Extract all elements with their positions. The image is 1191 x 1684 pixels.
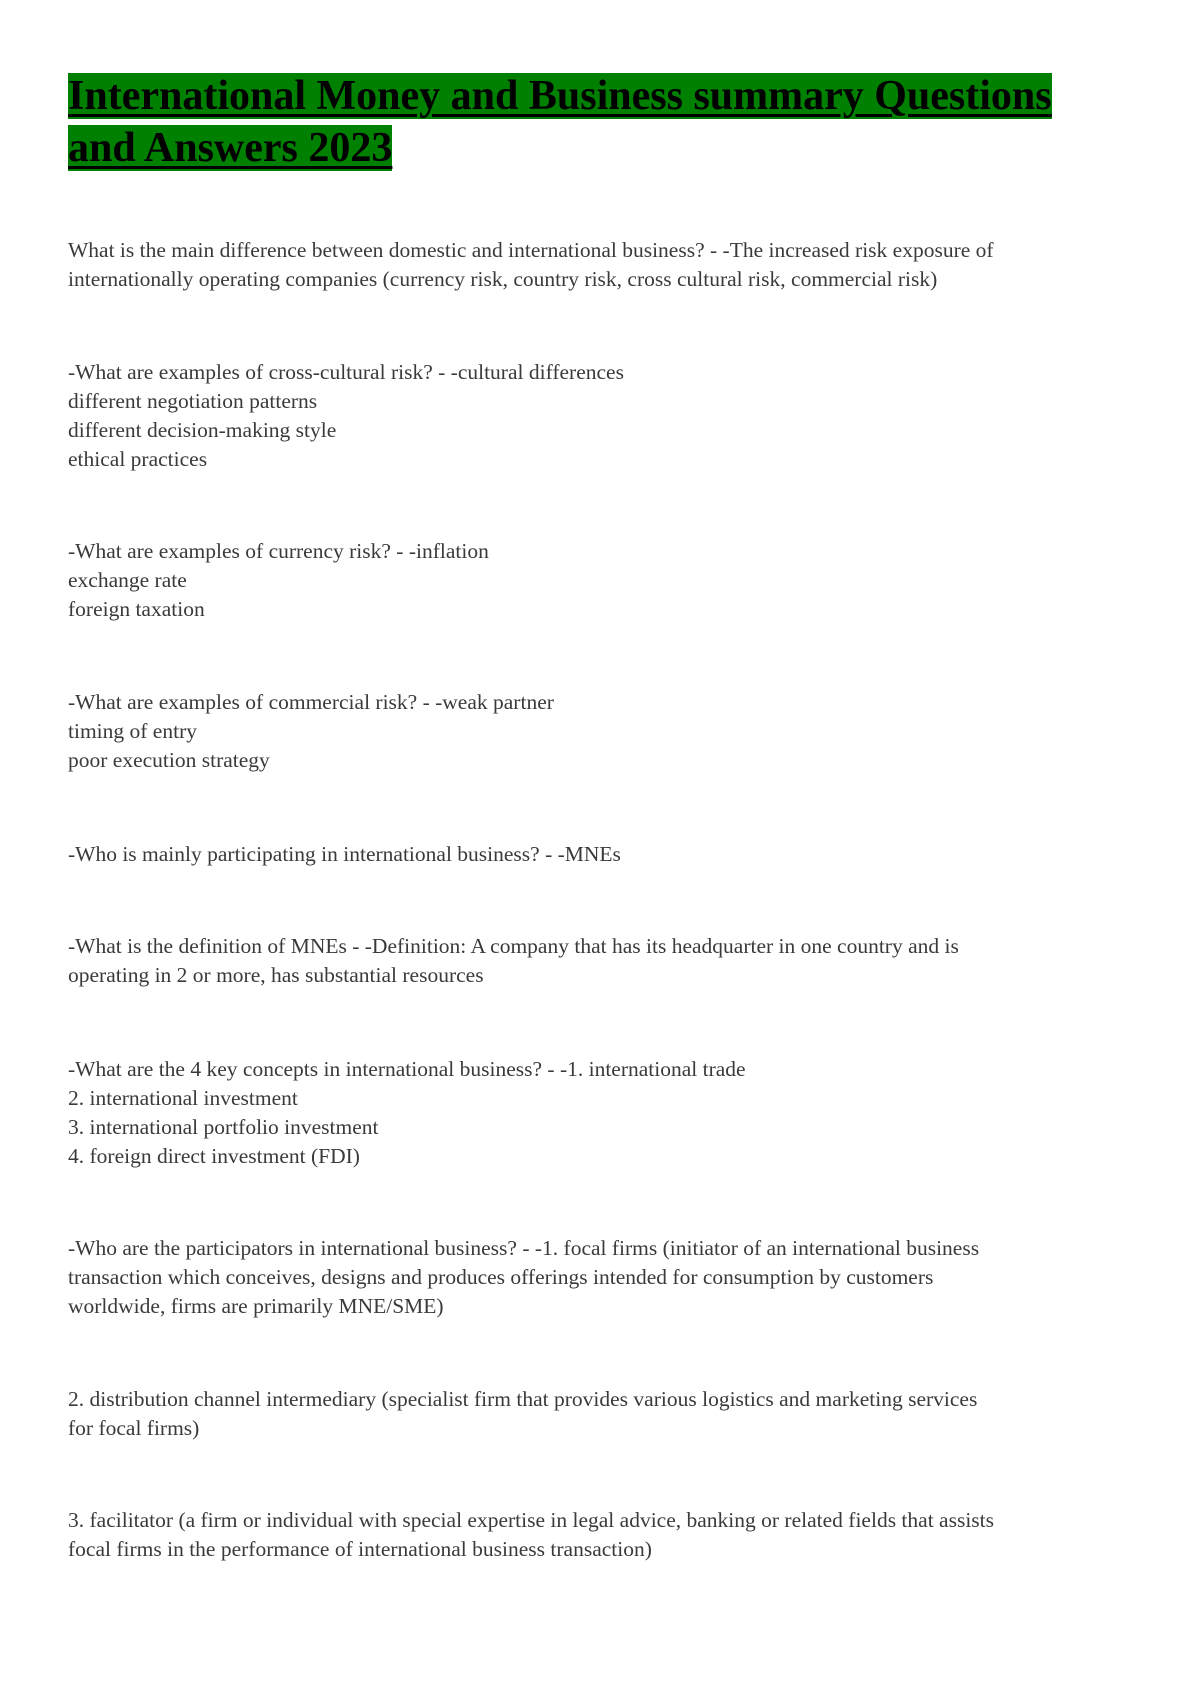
title-line: and Answers 2023 bbox=[68, 125, 393, 171]
document-title bbox=[68, 70, 1118, 174]
text-line: timing of entry bbox=[68, 719, 197, 743]
qa-block bbox=[68, 1234, 1118, 1321]
qa-block bbox=[68, 932, 1118, 990]
qa-block bbox=[68, 840, 1118, 869]
text-line: -What are examples of cross-cultural risk? - -cultural differences bbox=[68, 360, 624, 384]
text-line: 3. international portfolio investment bbox=[68, 1115, 379, 1139]
text-line: -Who are the participators in international business? - -1. focal firms (initiator of an international business bbox=[68, 1236, 980, 1260]
text-line: worldwide, firms are primarily MNE/SME) bbox=[68, 1294, 444, 1318]
title-line: International Money and Business summary Questions bbox=[68, 73, 1052, 119]
text-line: poor execution strategy bbox=[68, 748, 270, 772]
text-line: -What are examples of commercial risk? - -weak partner bbox=[68, 690, 554, 714]
text-line: 2. international investment bbox=[68, 1086, 298, 1110]
qa-block bbox=[68, 537, 1118, 624]
text-line: different negotiation patterns bbox=[68, 389, 318, 413]
qa-block bbox=[68, 1055, 1118, 1171]
text-line: ethical practices bbox=[68, 447, 208, 471]
qa-block bbox=[68, 236, 1118, 294]
text-line: -What are examples of currency risk? - -inflation bbox=[68, 539, 489, 563]
document-page bbox=[68, 70, 1118, 174]
text-line: 4. foreign direct investment (FDI) bbox=[68, 1144, 360, 1168]
text-line: What is the main difference between domestic and international business? - -The increased risk exposure of bbox=[68, 238, 994, 262]
text-line: -What is the definition of MNEs - -Definition: A company that has its headquarter in one country and is bbox=[68, 934, 959, 958]
qa-block bbox=[68, 1385, 1118, 1443]
text-line: 2. distribution channel intermediary (specialist firm that provides various logistics and marketing services bbox=[68, 1387, 978, 1411]
text-line: transaction which conceives, designs and produces offerings intended for consumption by customers bbox=[68, 1265, 934, 1289]
text-line: focal firms in the performance of international business transaction) bbox=[68, 1537, 652, 1561]
qa-block bbox=[68, 688, 1118, 775]
qa-block bbox=[68, 1506, 1118, 1564]
text-line: -Who is mainly participating in international business? - -MNEs bbox=[68, 842, 621, 866]
text-line: -What are the 4 key concepts in international business? - -1. international trade bbox=[68, 1057, 746, 1081]
text-line: exchange rate bbox=[68, 568, 187, 592]
text-line: operating in 2 or more, has substantial resources bbox=[68, 963, 484, 987]
text-line: foreign taxation bbox=[68, 597, 205, 621]
text-line: different decision-making style bbox=[68, 418, 337, 442]
text-line: for focal firms) bbox=[68, 1416, 200, 1440]
text-line: internationally operating companies (currency risk, country risk, cross cultural risk, commercial risk) bbox=[68, 267, 938, 291]
text-line: 3. facilitator (a firm or individual with special expertise in legal advice, banking or related fields that assists bbox=[68, 1508, 995, 1532]
qa-block bbox=[68, 358, 1118, 474]
